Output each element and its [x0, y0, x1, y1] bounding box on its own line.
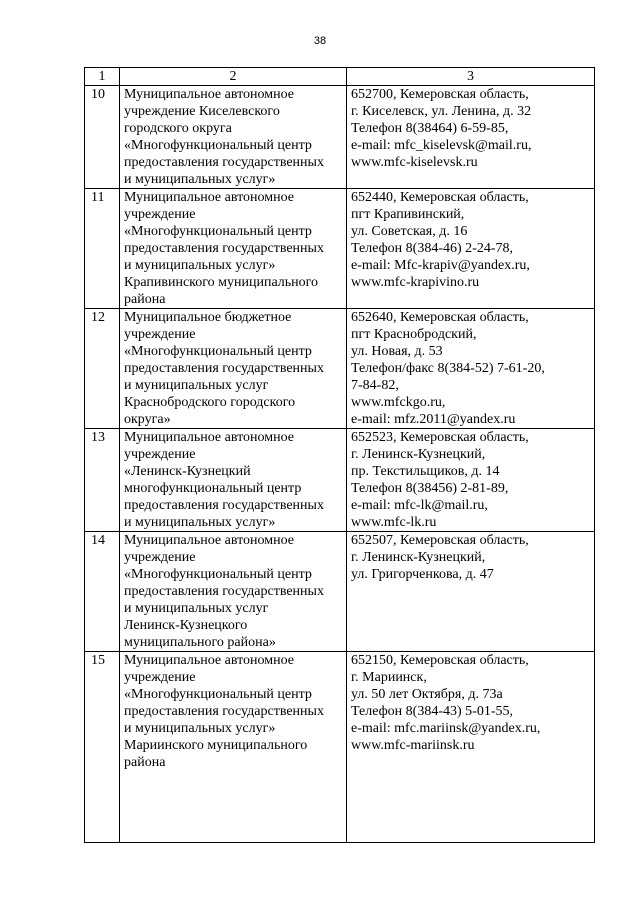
organization-name-line: предоставления государственных [124, 584, 324, 599]
organization-name-line: учреждение Киселевского [124, 104, 280, 119]
organization-name-cell [120, 189, 347, 309]
organization-name-line: предоставления государственных [124, 704, 324, 719]
organization-name-line: Муниципальное автономное [124, 190, 295, 205]
contact-line: Телефон 8(38456) 2-81-89, [351, 481, 509, 496]
organization-name-line: Ленинск-Кузнецкого [124, 618, 248, 633]
contact-line: 652700, Кемеровская область, [351, 87, 529, 102]
table-row [85, 532, 595, 652]
contact-line: пр. Текстильщиков, д. 14 [351, 464, 500, 479]
contact-line: ул. Григорченкова, д. 47 [351, 567, 494, 582]
row-number: 12 [85, 309, 120, 429]
organization-name-line: муниципального района» [124, 635, 276, 650]
organization-name-line: «Многофункциональный центр [124, 567, 312, 582]
contact-line: ул. Новая, д. 53 [351, 344, 443, 359]
organization-name-line: предоставления государственных [124, 155, 324, 170]
contact-line: г. Ленинск-Кузнецкий, [351, 447, 486, 462]
column-header: 2 [120, 68, 347, 86]
contact-line: ул. Советская, д. 16 [351, 224, 468, 239]
contact-line: пгт Краснобродский, [351, 327, 477, 342]
organization-name-cell [120, 532, 347, 652]
page-number: 38 [313, 35, 327, 47]
row-number: 15 [85, 652, 120, 843]
contact-line: 652440, Кемеровская область, [351, 190, 529, 205]
contacts-cell [347, 652, 595, 843]
organization-name-cell [120, 429, 347, 532]
contact-line: ул. 50 лет Октября, д. 73а [351, 687, 503, 702]
contact-line: 652523, Кемеровская область, [351, 430, 529, 445]
contact-line: e-mail: mfc_kiselevsk@mail.ru, [351, 138, 532, 153]
contact-line: Телефон 8(38464) 6-59-85, [351, 121, 509, 136]
organization-name-cell [120, 309, 347, 429]
table-row [85, 429, 595, 532]
organization-name-line: учреждение [124, 550, 196, 565]
contact-line: www.mfckgo.ru, [351, 395, 446, 410]
table-row [85, 652, 595, 843]
contact-line: Телефон 8(384-46) 2-24-78, [351, 241, 513, 256]
contact-line: www.mfc-lk.ru [351, 515, 437, 530]
contacts-cell [347, 309, 595, 429]
contacts-cell [347, 189, 595, 309]
contact-line: e-mail: mfc.mariinsk@yandex.ru, [351, 721, 541, 736]
table-header-row [85, 68, 595, 86]
row-number: 10 [85, 86, 120, 189]
organization-name-line: городского округа [124, 121, 232, 136]
organization-name-line: учреждение [124, 447, 196, 462]
organization-name-line: «Многофункциональный центр [124, 344, 312, 359]
organization-name-line: предоставления государственных [124, 498, 324, 513]
contact-line: 652507, Кемеровская область, [351, 533, 529, 548]
mfc-table [84, 67, 595, 843]
organization-name-line: и муниципальных услуг» [124, 515, 276, 530]
contact-line: 652640, Кемеровская область, [351, 310, 529, 325]
organization-name-line: учреждение [124, 670, 196, 685]
contacts-cell [347, 532, 595, 652]
organization-name-line: «Многофункциональный центр [124, 138, 312, 153]
contact-line: Телефон 8(384-43) 5-01-55, [351, 704, 513, 719]
contact-line: www.mfc-mariinsk.ru [351, 738, 475, 753]
organization-name-line: Муниципальное бюджетное [124, 310, 292, 325]
organization-name-line: и муниципальных услуг» [124, 721, 276, 736]
contact-line: e-mail: mfc-lk@mail.ru, [351, 498, 488, 513]
organization-name-line: «Многофункциональный центр [124, 224, 312, 239]
contact-line: г. Мариинск, [351, 670, 427, 685]
organization-name-cell [120, 86, 347, 189]
contact-line: пгт Крапивинский, [351, 207, 465, 222]
table-body [85, 86, 595, 843]
row-number: 14 [85, 532, 120, 652]
contact-line: г. Киселевск, ул. Ленина, д. 32 [351, 104, 532, 119]
organization-name-line: района [124, 755, 166, 770]
organization-name-line: Крапивинского муниципального [124, 275, 319, 290]
table-row [85, 189, 595, 309]
organization-name-line: и муниципальных услуг» [124, 172, 276, 187]
organization-name-line: предоставления государственных [124, 361, 324, 376]
contact-line: 652150, Кемеровская область, [351, 653, 529, 668]
contact-line: г. Ленинск-Кузнецкий, [351, 550, 486, 565]
row-number: 11 [85, 189, 120, 309]
organization-name-line: Муниципальное автономное [124, 430, 295, 445]
table-row [85, 86, 595, 189]
organization-name-line: Мариинского муниципального [124, 738, 308, 753]
organization-name-cell [120, 652, 347, 843]
organization-name-line: и муниципальных услуг [124, 601, 269, 616]
contact-line: 7-84-82, [351, 378, 399, 393]
organization-name-line: «Ленинск-Кузнецкий [124, 464, 251, 479]
contact-line: www.mfc-kiselevsk.ru [351, 155, 478, 170]
organization-name-line: и муниципальных услуг» [124, 258, 276, 273]
organization-name-line: многофункциональный центр [124, 481, 302, 496]
organization-name-line: «Многофункциональный центр [124, 687, 312, 702]
contact-line: Телефон/факс 8(384-52) 7-61-20, [351, 361, 545, 376]
organization-name-line: Муниципальное автономное [124, 533, 295, 548]
organization-name-line: учреждение [124, 327, 196, 342]
column-header: 3 [347, 68, 595, 86]
contact-line: e-mail: mfz.2011@yandex.ru [351, 412, 516, 427]
organization-name-line: и муниципальных услуг [124, 378, 269, 393]
organization-name-line: района [124, 292, 166, 307]
row-number: 13 [85, 429, 120, 532]
contact-line: www.mfc-krapivino.ru [351, 275, 480, 290]
organization-name-line: Краснобродского городского [124, 395, 296, 410]
organization-name-line: учреждение [124, 207, 196, 222]
contacts-cell [347, 429, 595, 532]
organization-name-line: Муниципальное автономное [124, 653, 295, 668]
organization-name-line: округа» [124, 412, 171, 427]
column-header: 1 [85, 68, 120, 86]
contact-line: e-mail: Mfc-krapiv@yandex.ru, [351, 258, 530, 273]
organization-name-line: предоставления государственных [124, 241, 324, 256]
organization-name-line: Муниципальное автономное [124, 87, 295, 102]
contacts-cell [347, 86, 595, 189]
table-row [85, 309, 595, 429]
